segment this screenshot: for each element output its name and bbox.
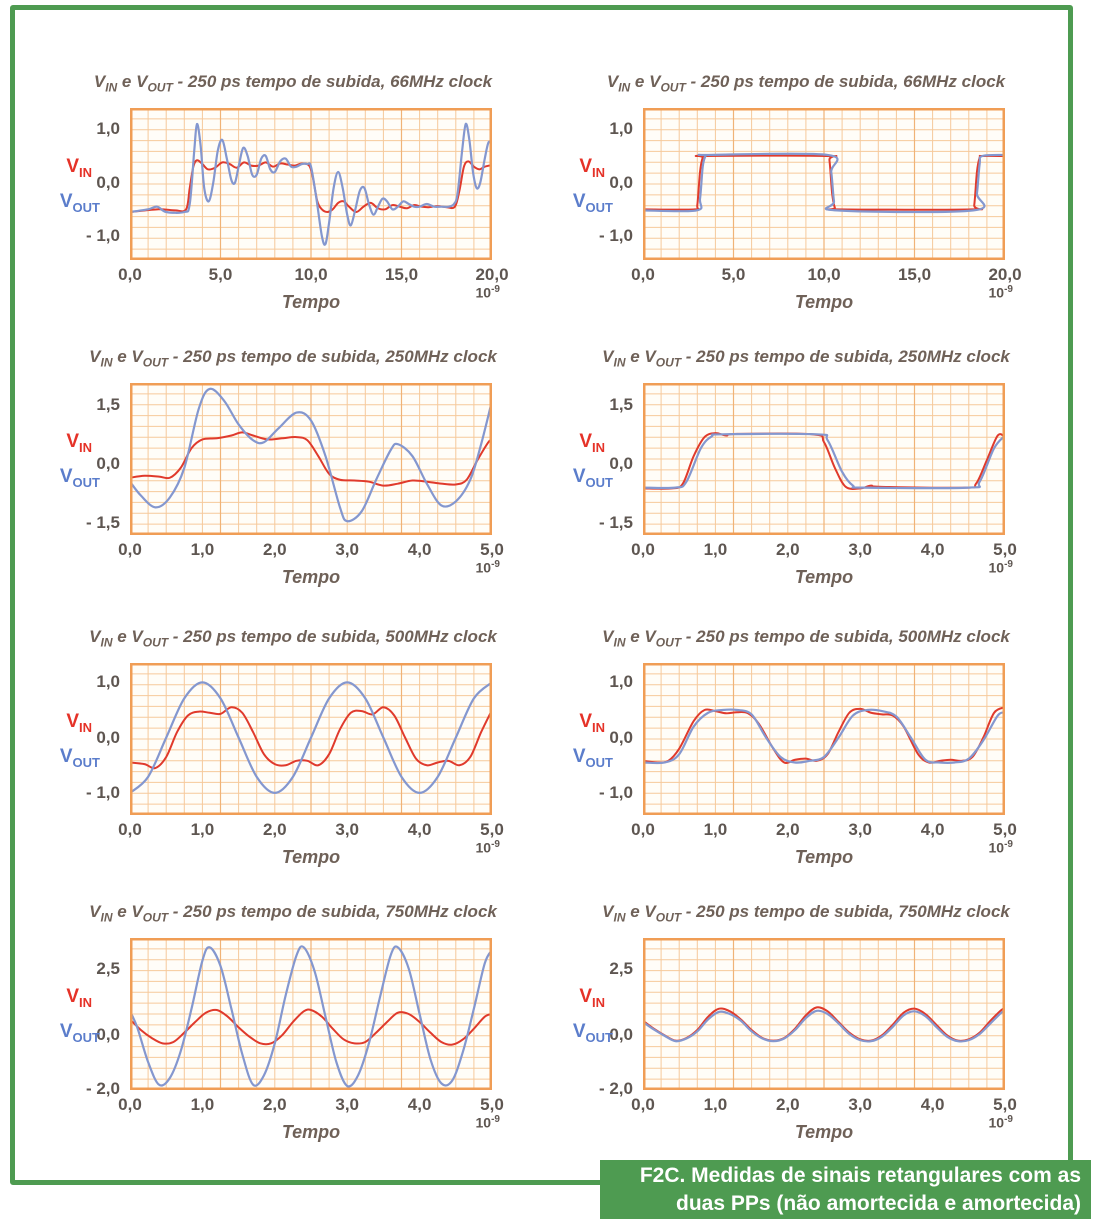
x-tick-label: 4,0 — [407, 540, 432, 559]
vout-series-label: $V_{OUT}$ — [59, 1020, 100, 1045]
x-axis-exponent-label: $10^{-9}$ — [475, 839, 500, 856]
chart-title: $V_{IN}$ e $V_{OUT} - 250$ ps tempo de subida, 66MHz clock — [93, 72, 493, 95]
x-tick-label: 2,0 — [262, 540, 287, 559]
x-tick-label: 5,0 — [721, 265, 746, 284]
x-tick-label: 3,0 — [848, 820, 872, 839]
x-tick-label: 5,0 — [208, 265, 233, 284]
vout-series-label: $V_{OUT}$ — [59, 190, 100, 215]
x-axis-label-tempo: Tempo — [794, 292, 854, 312]
y-tick-label: - 2,0 — [85, 1078, 120, 1098]
x-tick-label: 4,0 — [407, 1095, 432, 1114]
plot-area — [643, 108, 1005, 260]
vout-series-label: $V_{OUT}$ — [572, 190, 613, 215]
y-tick-label: - 1,5 — [85, 513, 120, 533]
chart-title: $V_{IN}$ e $V_{OUT} - 250$ ps tempo de subida, 66MHz clock — [606, 72, 1006, 95]
x-tick-label: 4,0 — [920, 820, 945, 839]
y-tick-label: 0,0 — [96, 453, 120, 473]
plot-area — [130, 938, 492, 1090]
x-axis-exponent-label: $10^{-9}$ — [988, 1114, 1013, 1131]
vout-series-label: $V_{OUT}$ — [572, 1020, 613, 1045]
y-tick-label: 1,0 — [96, 672, 120, 692]
x-tick-label: 0,0 — [118, 1095, 142, 1114]
y-tick-label: 1,5 — [96, 394, 120, 414]
vin-series-label: $V_{IN}$ — [579, 155, 605, 180]
caption-line-2: duas PPs (não amortecida e amortecida) — [676, 1192, 1081, 1215]
x-tick-label: 3,0 — [335, 820, 359, 839]
x-tick-label: 0,0 — [631, 1095, 655, 1114]
x-tick-label: 2,0 — [775, 820, 800, 839]
x-axis-exponent-label: $10^{-9}$ — [988, 559, 1013, 576]
x-tick-label: 0,0 — [118, 540, 142, 559]
chart-panel-250mhz-damped — [541, 347, 1071, 597]
y-tick-label: 1,5 — [609, 394, 633, 414]
x-tick-label: 1,0 — [703, 820, 728, 839]
x-axis-label-tempo: Tempo — [794, 1122, 854, 1142]
x-tick-label: 10,0 — [807, 265, 841, 284]
x-axis-label-tempo: Tempo — [794, 847, 854, 867]
y-tick-label: 1,0 — [609, 119, 633, 139]
x-tick-label: 3,0 — [335, 1095, 359, 1114]
x-axis-exponent-label: $10^{-9}$ — [475, 1114, 500, 1131]
x-tick-label: 5,0 — [480, 1095, 504, 1114]
chart-title: $V_{IN}$ e $V_{OUT} - 250$ ps tempo de subida, 500MHz clock — [602, 627, 1010, 650]
chart-title: $V_{IN}$ e $V_{OUT} - 250$ ps tempo de subida, 750MHz clock — [602, 902, 1010, 925]
chart-panel-66mhz-damped — [541, 72, 1071, 322]
x-axis-label-tempo: Tempo — [281, 847, 341, 867]
x-axis-exponent-label: $10^{-9}$ — [988, 284, 1013, 301]
x-tick-label: 20,0 — [988, 265, 1022, 284]
x-tick-label: 3,0 — [335, 540, 359, 559]
y-tick-label: 1,0 — [96, 119, 120, 139]
x-tick-label: 0,0 — [631, 820, 655, 839]
vin-series-label: $V_{IN}$ — [66, 430, 92, 455]
vin-series-label: $V_{IN}$ — [66, 710, 92, 735]
x-tick-label: 2,0 — [775, 1095, 800, 1114]
x-tick-label: 3,0 — [848, 1095, 872, 1114]
x-axis-exponent-label: $10^{-9}$ — [475, 559, 500, 576]
vout-series-label: $V_{OUT}$ — [59, 465, 100, 490]
chart-panel-750mhz-damped — [541, 902, 1071, 1152]
x-axis-exponent-label: $10^{-9}$ — [988, 839, 1013, 856]
x-tick-label: 15,0 — [897, 265, 932, 284]
chart-panel-500mhz-undamped — [28, 627, 558, 877]
vout-series-label: $V_{OUT}$ — [59, 745, 100, 770]
x-tick-label: 4,0 — [920, 540, 945, 559]
vout-series-label: $V_{OUT}$ — [572, 465, 613, 490]
x-tick-label: 0,0 — [118, 265, 142, 284]
figure-caption — [600, 1160, 1091, 1219]
x-tick-label: 15,0 — [384, 265, 419, 284]
x-tick-label: 5,0 — [993, 1095, 1017, 1114]
y-tick-label: 0,0 — [96, 727, 120, 747]
plot-area — [643, 938, 1005, 1090]
y-tick-label: - 1,0 — [598, 782, 633, 802]
y-tick-label: 2,5 — [96, 958, 120, 978]
x-tick-label: 2,0 — [262, 820, 287, 839]
x-tick-label: 1,0 — [703, 540, 728, 559]
x-tick-label: 1,0 — [703, 1095, 728, 1114]
x-tick-label: 5,0 — [993, 820, 1017, 839]
x-axis-label-tempo: Tempo — [281, 292, 341, 312]
y-tick-label: 0,0 — [96, 172, 120, 192]
plot-area — [643, 383, 1005, 535]
plot-area — [130, 108, 492, 260]
y-tick-label: 0,0 — [609, 172, 633, 192]
x-tick-label: 10,0 — [294, 265, 328, 284]
x-tick-label: 1,0 — [190, 820, 215, 839]
x-tick-label: 2,0 — [262, 1095, 287, 1114]
plot-area — [130, 663, 492, 815]
y-tick-label: - 1,5 — [598, 513, 633, 533]
y-tick-label: 0,0 — [609, 1025, 633, 1045]
x-tick-label: 1,0 — [190, 1095, 215, 1114]
x-tick-label: 4,0 — [920, 1095, 945, 1114]
x-tick-label: 0,0 — [631, 540, 655, 559]
x-axis-label-tempo: Tempo — [281, 567, 341, 587]
plot-area — [130, 383, 492, 535]
y-tick-label: 1,0 — [609, 672, 633, 692]
vin-series-label: $V_{IN}$ — [66, 985, 92, 1010]
y-tick-label: - 1,0 — [85, 226, 120, 245]
chart-panel-500mhz-damped — [541, 627, 1071, 877]
vin-series-label: $V_{IN}$ — [579, 985, 605, 1010]
chart-title: $V_{IN}$ e $V_{OUT} - 250$ ps tempo de subida, 500MHz clock — [89, 627, 497, 650]
chart-panel-750mhz-undamped — [28, 902, 558, 1152]
vout-series-label: $V_{OUT}$ — [572, 745, 613, 770]
x-tick-label: 5,0 — [480, 540, 504, 559]
x-tick-label: 20,0 — [475, 265, 509, 284]
y-tick-label: 0,0 — [609, 727, 633, 747]
vin-series-label: $V_{IN}$ — [66, 155, 92, 180]
plot-area — [643, 663, 1005, 815]
x-tick-label: 5,0 — [993, 540, 1017, 559]
vin-series-label: $V_{IN}$ — [579, 430, 605, 455]
x-tick-label: 0,0 — [631, 265, 655, 284]
x-axis-label-tempo: Tempo — [281, 1122, 341, 1142]
y-tick-label: - 1,0 — [85, 782, 120, 802]
chart-panel-66mhz-undamped — [28, 72, 558, 322]
x-tick-label: 4,0 — [407, 820, 432, 839]
x-tick-label: 1,0 — [190, 540, 215, 559]
y-tick-label: - 1,0 — [598, 226, 633, 245]
chart-title: $V_{IN}$ e $V_{OUT} - 250$ ps tempo de subida, 750MHz clock — [89, 902, 497, 925]
chart-title: $V_{IN}$ e $V_{OUT} - 250$ ps tempo de subida, 250MHz clock — [89, 347, 497, 370]
x-tick-label: 3,0 — [848, 540, 872, 559]
y-tick-label: 0,0 — [609, 453, 633, 473]
x-tick-label: 2,0 — [775, 540, 800, 559]
y-tick-label: 2,5 — [609, 958, 633, 978]
x-tick-label: 0,0 — [118, 820, 142, 839]
x-axis-label-tempo: Tempo — [794, 567, 854, 587]
vin-series-label: $V_{IN}$ — [579, 710, 605, 735]
y-tick-label: - 2,0 — [598, 1078, 633, 1098]
chart-panel-250mhz-undamped — [28, 347, 558, 597]
x-tick-label: 5,0 — [480, 820, 504, 839]
caption-line-1: F2C. Medidas de sinais retangulares com as — [639, 1164, 1081, 1187]
chart-title: $V_{IN}$ e $V_{OUT} - 250$ ps tempo de subida, 250MHz clock — [602, 347, 1010, 370]
x-axis-exponent-label: $10^{-9}$ — [475, 284, 500, 301]
y-tick-label: 0,0 — [96, 1025, 120, 1045]
